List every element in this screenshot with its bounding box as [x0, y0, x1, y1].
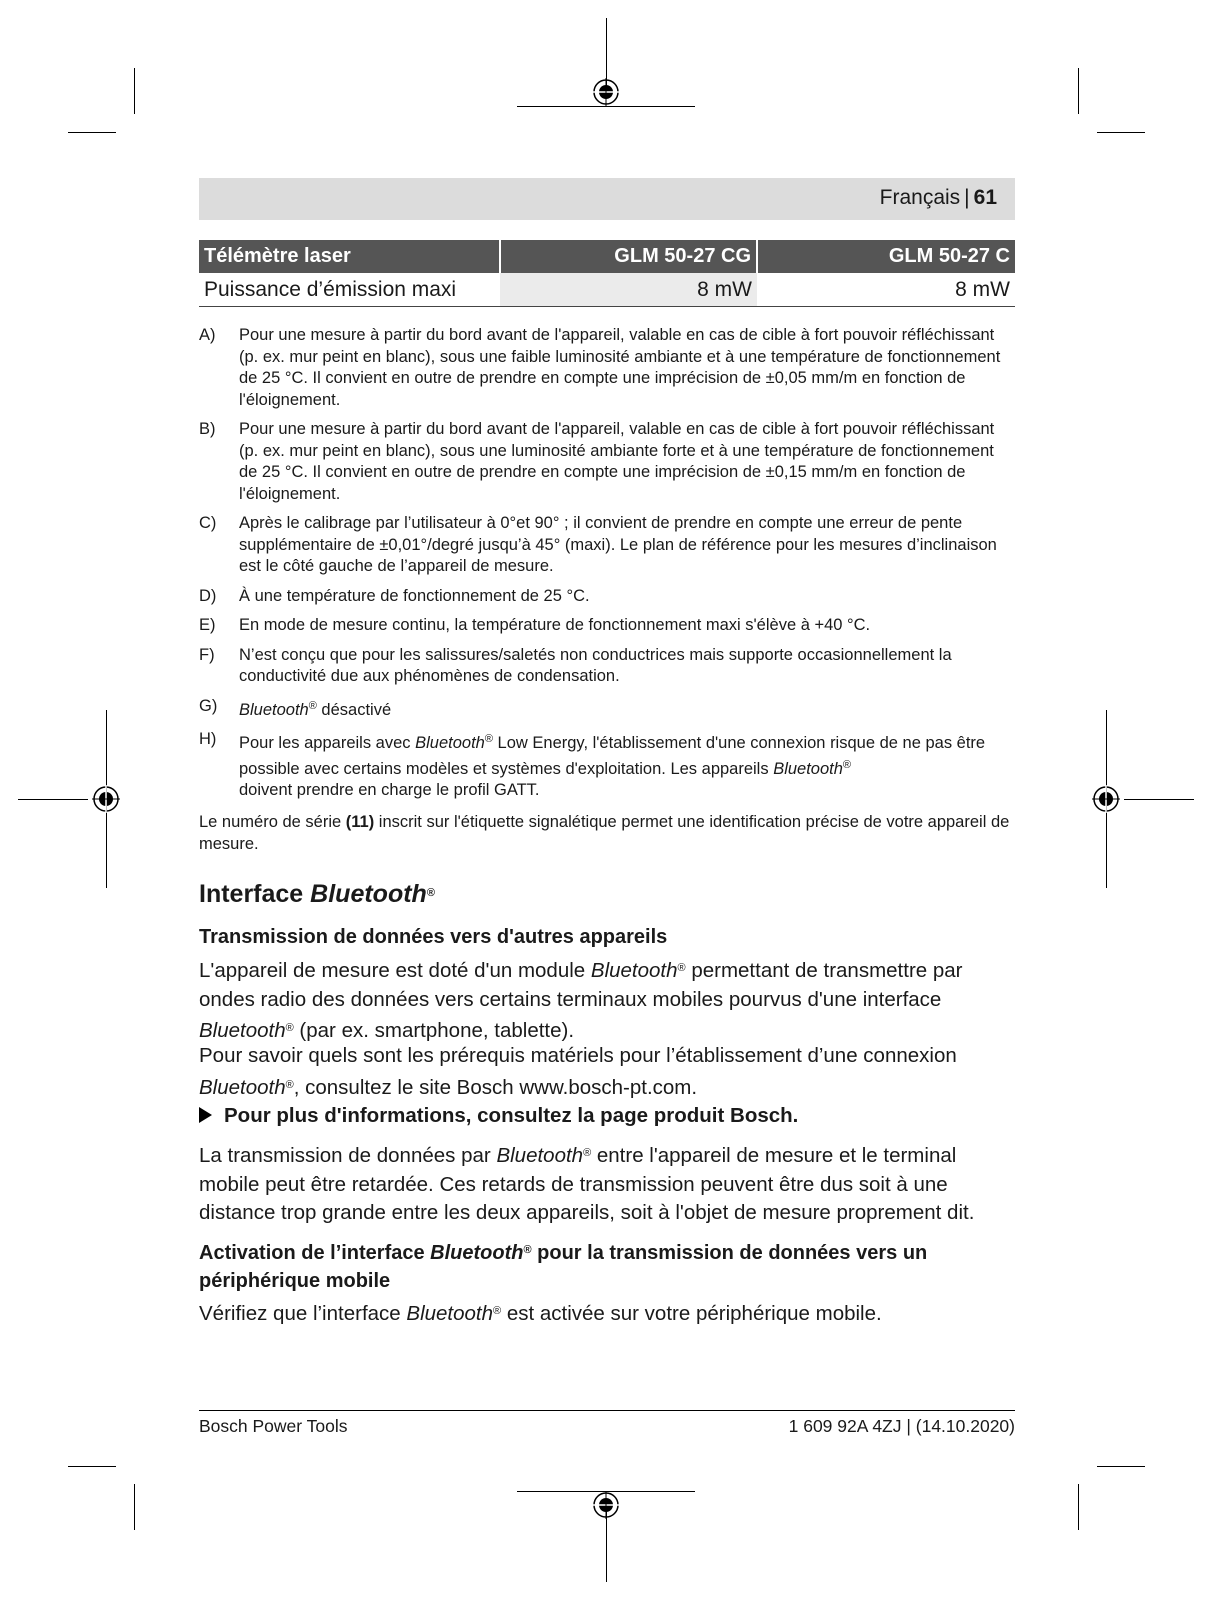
subheading-transmission: Transmission de données vers d'autres appareils	[199, 926, 668, 948]
footnote-label: A)	[199, 326, 216, 344]
table-cell-value: 8 mW	[757, 273, 1015, 307]
registered-mark: ®	[426, 887, 435, 899]
footnote	[199, 419, 1015, 505]
paragraph-text: Vérifiez que l’interface	[199, 1302, 407, 1325]
crop-mark	[517, 106, 695, 107]
bluetooth-term: Bluetooth	[415, 734, 485, 752]
footnote-text: À une température de fonctionnement de 25 °C.	[239, 586, 590, 605]
paragraph-text: entre l'appareil de mesure et le terminal mobile peut être retardée. Ces retards de transmission peuvent être dus soit à une distance trop grande entre les deux appareils, soit à l'objet de mesure proprement dit.	[199, 1144, 975, 1224]
section-heading-text: Interface	[199, 880, 311, 908]
registered-mark: ®	[842, 758, 852, 771]
serial-text: inscrit sur l'étiquette signalétique permet une identification précise de votre appareil de mesure.	[199, 813, 1010, 853]
crop-mark	[1097, 1466, 1145, 1467]
footnote-label: B)	[199, 420, 216, 438]
registered-mark: ®	[484, 733, 493, 745]
footnote-label: H)	[199, 730, 217, 748]
registered-mark: ®	[308, 699, 317, 712]
bluetooth-term: Bluetooth	[590, 959, 678, 982]
registration-mark-icon	[92, 785, 120, 813]
serial-number-note	[199, 811, 1015, 855]
bluetooth-term: Bluetooth	[310, 880, 427, 908]
footnote-text	[239, 729, 1015, 802]
crop-mark	[1097, 132, 1145, 133]
bluetooth-term: Bluetooth	[773, 759, 843, 778]
footnote-text: N’est conçu que pour les salissures/saletés non conductrices mais supporte occasionnellement la conductivité due aux phénomènes de condensation.	[239, 645, 952, 685]
subheading-activation	[199, 1236, 1015, 1295]
table-header-row	[199, 240, 1015, 273]
bluetooth-term: Bluetooth	[430, 1242, 524, 1264]
footnote-text: Pour une mesure à partir du bord avant de l'appareil, valable en cas de cible à fort pouvoir réfléchissant (p. ex. mur peint en blanc), sous une faible luminosité ambiante et à une température de fonctionnement de 25 °C. Il convient en outre de prendre en compte une imprécision de ±0,05 mm/m en fonction de l'éloignement.	[239, 326, 1001, 409]
serial-ref: (11)	[345, 813, 375, 831]
crop-mark	[1078, 68, 1079, 114]
footnote-text-part: doivent prendre en charge le profil GATT.	[239, 781, 540, 799]
paragraph-text: L'appareil de mesure est doté d'un module	[199, 959, 591, 982]
registration-mark-icon	[592, 78, 620, 106]
footnote	[199, 615, 1015, 637]
footnote-text	[239, 696, 1015, 722]
footnote-label: D)	[199, 586, 217, 605]
table-header-model-c: GLM 50-27 C	[757, 240, 1015, 273]
registration-mark-icon	[592, 1491, 620, 1519]
paragraph	[199, 954, 1015, 1046]
footnote-text-part: Pour les appareils avec	[239, 734, 416, 752]
paragraph-text: permettant de transmettre par ondes radio des données vers certains terminaux mobiles pourvus d'une interface	[199, 959, 963, 1011]
footnote-text-part: Low Energy, l'établissement d'une connexion risque de ne pas être possible avec certains modèles et systèmes d'exploitation. Les appareils	[239, 734, 986, 778]
bluetooth-term: Bluetooth	[199, 1019, 286, 1042]
bluetooth-term: Bluetooth	[199, 1075, 286, 1099]
spec-table	[199, 240, 1015, 307]
registration-mark-icon	[1092, 785, 1120, 813]
header-separator: |	[964, 186, 970, 209]
page-header	[199, 178, 1015, 220]
registered-mark: ®	[285, 1078, 294, 1091]
footnote-text: Pour une mesure à partir du bord avant de l'appareil, valable en cas de cible à fort pouvoir réfléchissant (p. ex. mur peint en blanc), sous une luminosité ambiante forte et à une température de fonctionnement de 25 °C. Il convient en outre de prendre en compte une imprécision de ±0,15 mm/m en fonction de l'éloignement.	[239, 420, 995, 503]
paragraph-text: La transmission de données par	[199, 1144, 497, 1167]
registered-mark: ®	[523, 1244, 532, 1256]
bluetooth-term: Bluetooth	[239, 700, 309, 719]
header-language: Français	[879, 186, 961, 209]
footnote	[199, 696, 1015, 722]
registered-mark: ®	[677, 962, 686, 974]
footnote	[199, 513, 1015, 578]
footnote	[199, 645, 1015, 688]
triangle-bullet-icon	[199, 1107, 212, 1123]
table-header-label: Télémètre laser	[199, 240, 500, 273]
paragraph	[199, 1297, 1015, 1329]
serial-text: Le numéro de série	[199, 813, 346, 831]
crop-mark	[606, 1510, 607, 1582]
table-cell-label: Puissance d’émission maxi	[199, 273, 500, 307]
subheading-text: pour la transmission de données vers un périphérique mobile	[199, 1242, 928, 1292]
table-header-model-cg: GLM 50-27 CG	[500, 240, 757, 273]
bluetooth-term: Bluetooth	[406, 1302, 494, 1325]
crop-mark	[134, 1484, 135, 1530]
page-header-text	[880, 186, 997, 210]
bullet-note	[199, 1102, 1015, 1130]
registered-mark: ®	[285, 1022, 294, 1034]
footnote	[199, 586, 1015, 608]
crop-mark	[1078, 1484, 1079, 1530]
footnote	[199, 325, 1015, 411]
paragraph-text: , consultez le site Bosch www.bosch-pt.com.	[293, 1075, 698, 1099]
footnote-label: E)	[199, 616, 216, 634]
table-row	[199, 273, 1015, 307]
footnotes	[199, 325, 1015, 810]
crop-mark	[134, 68, 135, 114]
footnote-label: C)	[199, 514, 217, 532]
paragraph-text: (par ex. smartphone, tablette).	[293, 1019, 575, 1042]
table-cell-value: 8 mW	[500, 273, 757, 307]
footer-rule	[199, 1410, 1015, 1411]
footnote-text-rest: désactivé	[316, 700, 392, 719]
crop-mark	[68, 132, 116, 133]
crop-mark	[1124, 799, 1194, 800]
section-heading	[199, 880, 435, 909]
paragraph	[199, 1139, 1015, 1228]
crop-mark	[68, 1466, 116, 1467]
footnote-label: G)	[199, 696, 218, 715]
footnote	[199, 729, 1015, 802]
footer-brand: Bosch Power Tools	[199, 1416, 348, 1436]
bluetooth-term: Bluetooth	[496, 1144, 584, 1167]
bullet-text: Pour plus d'informations, consultez la page produit Bosch.	[224, 1104, 799, 1127]
registered-mark: ®	[493, 1305, 502, 1317]
page-number: 61	[973, 186, 997, 209]
crop-mark	[18, 799, 88, 800]
registered-mark: ®	[583, 1147, 592, 1159]
paragraph-text: Pour savoir quels sont les prérequis matériels pour l’établissement d’une connexion	[199, 1044, 957, 1067]
footnote-label: F)	[199, 645, 215, 664]
footnote-text: En mode de mesure continu, la température de fonctionnement maxi s'élève à +40 °C.	[239, 616, 871, 634]
footer-doc-number: 1 609 92A 4ZJ | (14.10.2020)	[788, 1416, 1015, 1436]
subheading-text: Activation de l’interface	[199, 1242, 431, 1264]
paragraph	[199, 1042, 1015, 1102]
footnote-text: Après le calibrage par l’utilisateur à 0°et 90° ; il convient de prendre en compte une erreur de pente supplémentaire de ±0,01°/degré jusqu’à 45° (maxi). Le plan de référence pour les mesures d’inclinaison est le côté gauche de l’appareil de mesure.	[239, 514, 997, 575]
paragraph-text: est activée sur votre périphérique mobile.	[501, 1302, 882, 1325]
